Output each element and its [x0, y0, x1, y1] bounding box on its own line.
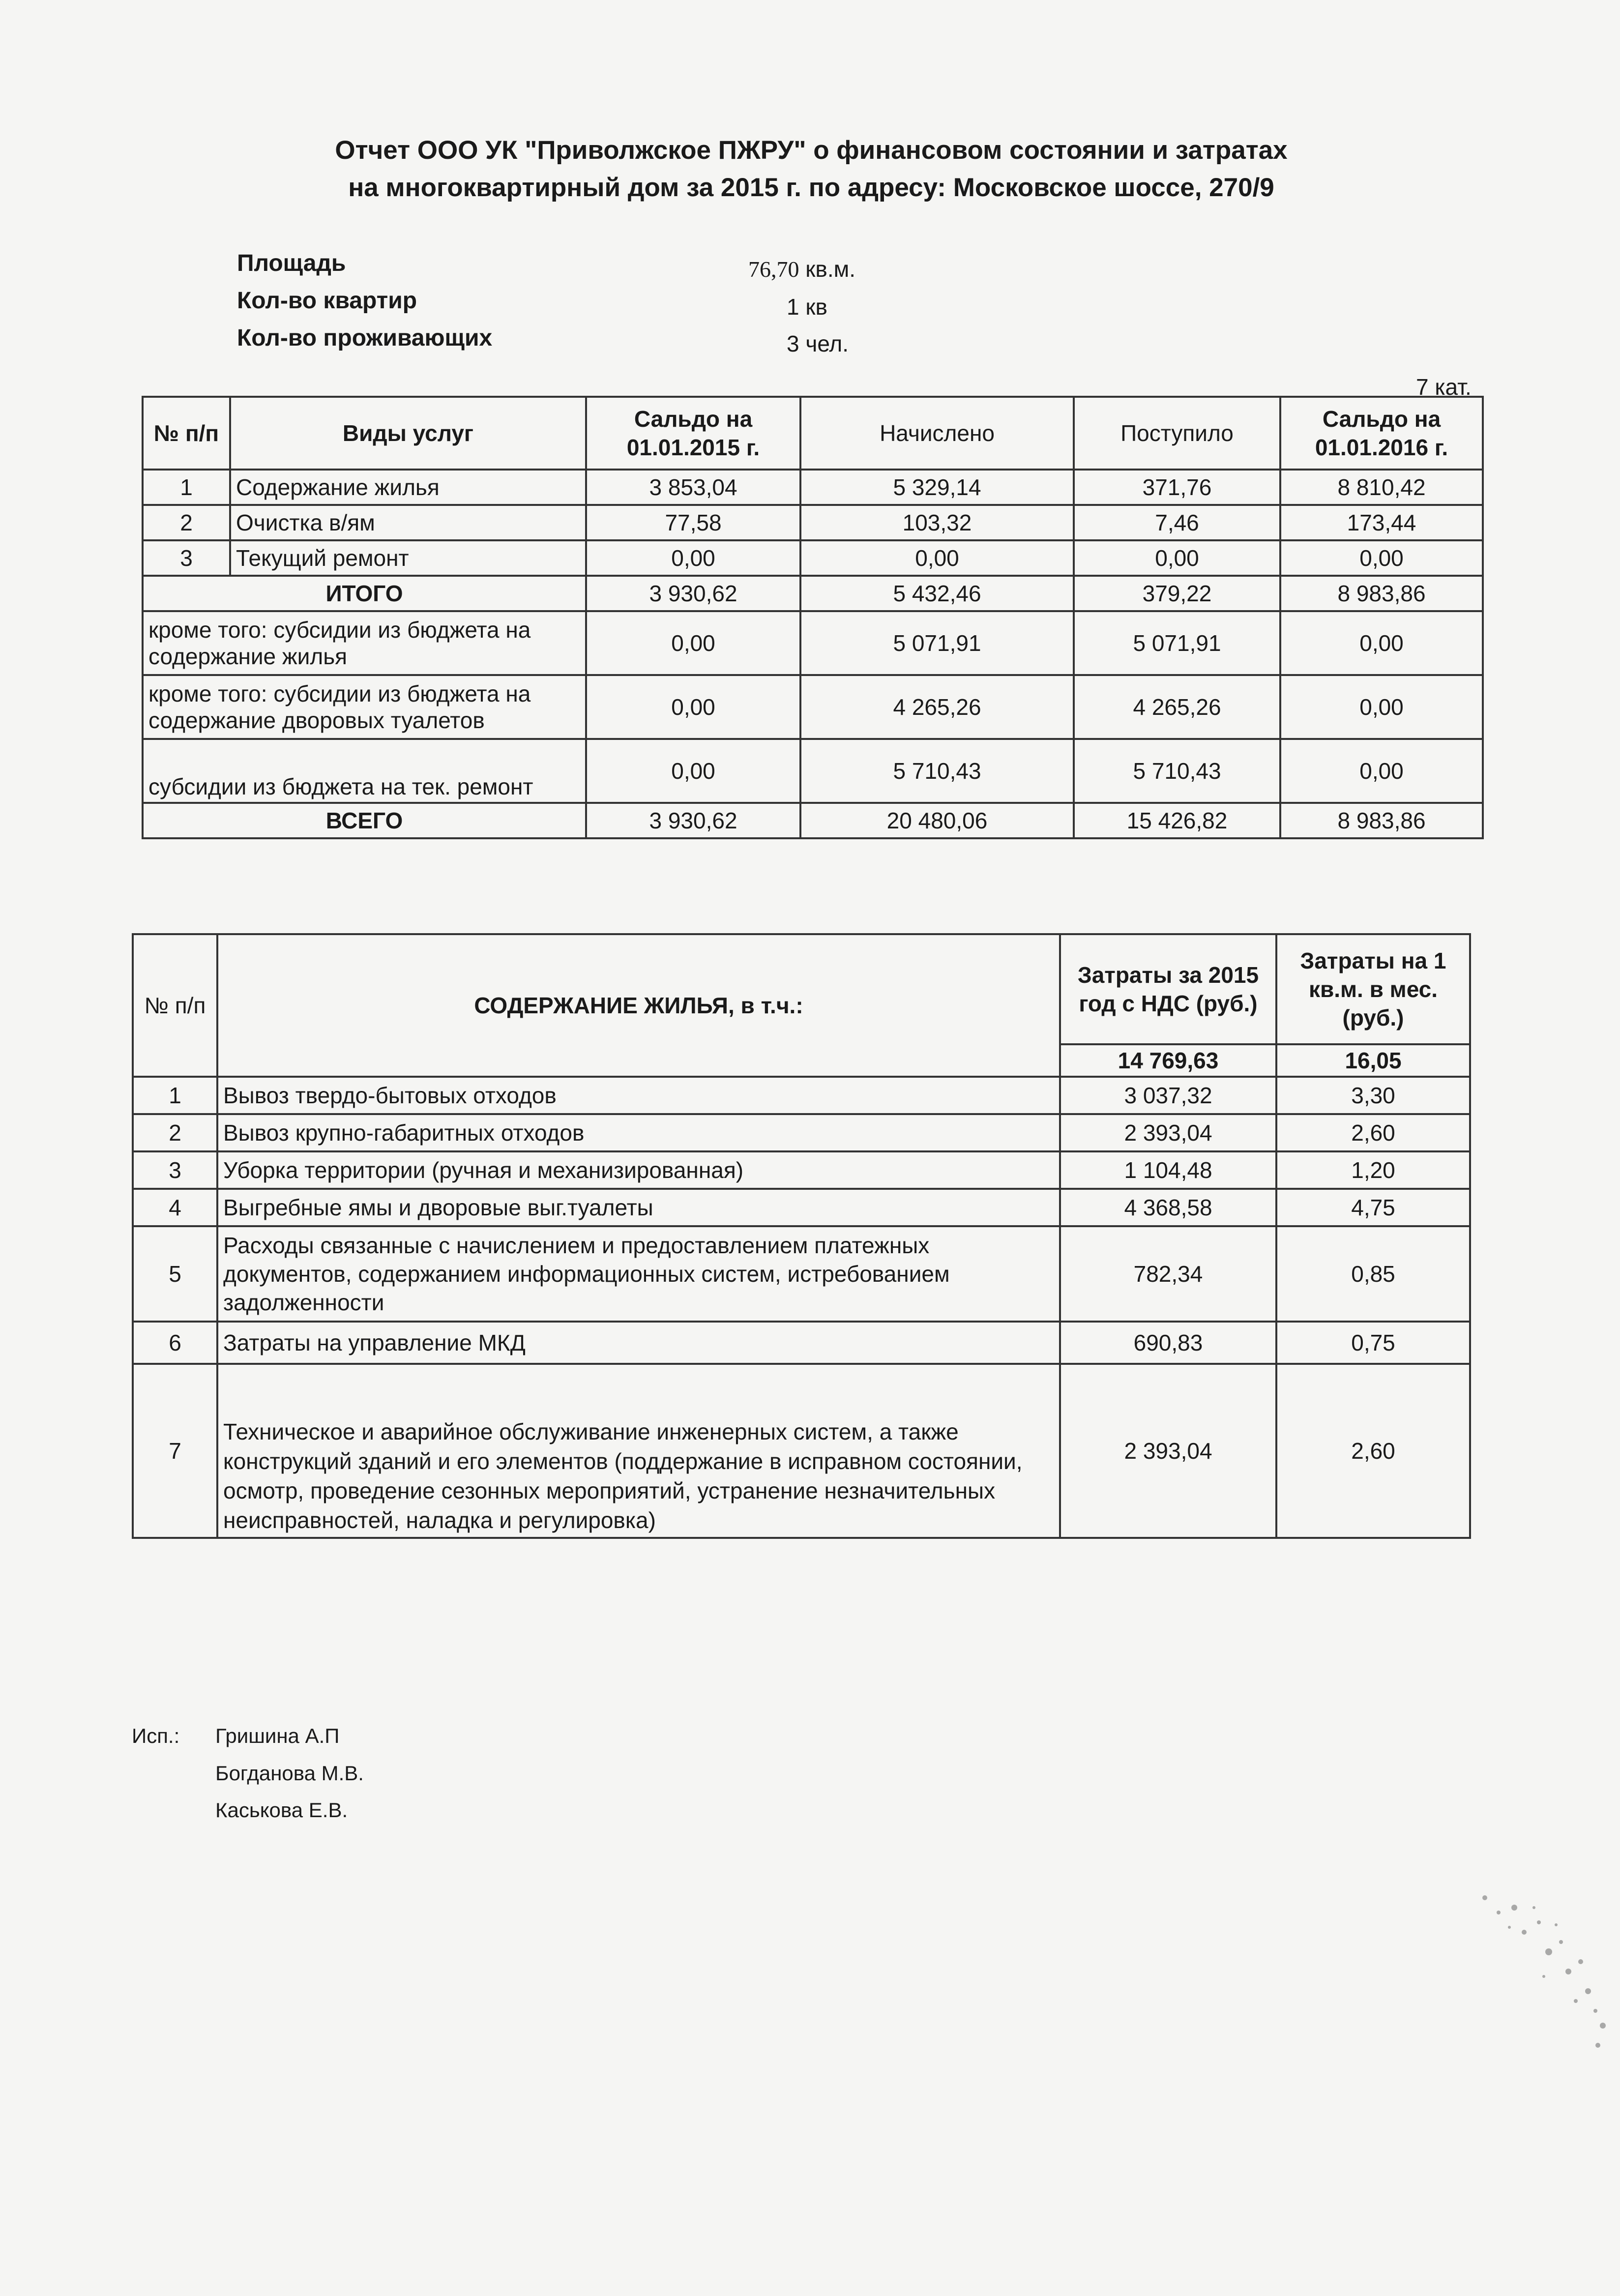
annual-cost: 1 104,48	[1060, 1151, 1276, 1189]
report-title	[246, 132, 1377, 206]
executor-name: Богданова М.В.	[215, 1762, 364, 1785]
table2-header-number: № п/п	[133, 934, 217, 1077]
subsidy-received: 5 071,91	[1074, 611, 1280, 675]
subsidy-opening-balance: 0,00	[586, 611, 800, 675]
subsidy-charged: 4 265,26	[800, 675, 1074, 739]
total-label: ИТОГО	[143, 576, 586, 611]
executor-name: Гришина А.П	[215, 1724, 340, 1747]
cost-item: Уборка территории (ручная и механизированная)	[217, 1151, 1060, 1189]
subsidy-charged: 5 071,91	[800, 611, 1074, 675]
apartments-label: Кол-во квартир	[237, 288, 417, 314]
closing-balance: 0,00	[1280, 540, 1483, 576]
cost-item: Вывоз твердо-бытовых отходов	[217, 1077, 1060, 1114]
grand-total-received: 15 426,82	[1074, 803, 1280, 838]
subsidy-label: субсидии из бюджета на тек. ремонт	[143, 739, 586, 803]
table2-header-cost-per-sqm: Затраты на 1 кв.м. в мес. (руб.)	[1276, 934, 1470, 1044]
row-number: 2	[143, 505, 230, 540]
table2-header-row	[133, 934, 1470, 1044]
cost-per-sqm: 2,60	[1276, 1114, 1470, 1151]
table1-header-number: № п/п	[143, 397, 230, 470]
cost-per-sqm-total: 16,05	[1276, 1044, 1470, 1077]
residents-label: Кол-во проживающих	[237, 325, 493, 351]
table1-header-closing-balance: Сальдо на 01.01.2016 г.	[1280, 397, 1483, 470]
table1-header-opening-balance: Сальдо на 01.01.2015 г.	[586, 397, 800, 470]
table1-header-received: Поступило	[1074, 397, 1280, 470]
subsidy-closing-balance: 0,00	[1280, 739, 1483, 803]
subsidy-charged: 5 710,43	[800, 739, 1074, 803]
annual-cost: 4 368,58	[1060, 1189, 1276, 1226]
table-row	[143, 505, 1483, 540]
category-label: 7 кат.	[1416, 374, 1472, 400]
subsidy-received: 4 265,26	[1074, 675, 1280, 739]
apartments-value: 1 кв	[787, 294, 827, 320]
area-number: 76,70	[748, 257, 799, 282]
received: 0,00	[1074, 540, 1280, 576]
grand-total-opening-balance: 3 930,62	[586, 803, 800, 838]
cost-per-sqm: 2,60	[1276, 1364, 1470, 1538]
table-row	[133, 1189, 1470, 1226]
cost-item: Вывоз крупно-габаритных отходов	[217, 1114, 1060, 1151]
charged: 0,00	[800, 540, 1074, 576]
row-number: 3	[143, 540, 230, 576]
table1-header-service: Виды услуг	[230, 397, 586, 470]
subsidy-row	[143, 611, 1483, 675]
annual-cost: 2 393,04	[1060, 1364, 1276, 1538]
subsidy-opening-balance: 0,00	[586, 675, 800, 739]
closing-balance: 8 810,42	[1280, 470, 1483, 505]
subsidy-label: кроме того: субсидии из бюджета на содержание жилья	[143, 611, 586, 675]
cost-item: Расходы связанные с начислением и предоставлением платежных документов, содержанием информационных систем, истребованием задолженности	[217, 1226, 1060, 1322]
cost-per-sqm: 3,30	[1276, 1077, 1470, 1114]
cost-item: Затраты на управление МКД	[217, 1322, 1060, 1364]
subsidy-label: кроме того: субсидии из бюджета на содержание дворовых туалетов	[143, 675, 586, 739]
report-title-line-2: на многоквартирный дом за 2015 г. по адресу: Московское шоссе, 270/9	[348, 173, 1274, 202]
cost-per-sqm: 1,20	[1276, 1151, 1470, 1189]
subsidy-closing-balance: 0,00	[1280, 675, 1483, 739]
received: 7,46	[1074, 505, 1280, 540]
total-received: 379,22	[1074, 576, 1280, 611]
table1-total-row	[143, 576, 1483, 611]
cost-item: Техническое и аварийное обслуживание инженерных систем, а также конструкций зданий и его элементов (поддержание в исправном состоянии, осмотр, проведение сезонных мероприятий, устранение незначительных неисправностей, наладка и регулировка)	[217, 1364, 1060, 1538]
annual-cost: 2 393,04	[1060, 1114, 1276, 1151]
row-number: 4	[133, 1189, 217, 1226]
annual-cost: 782,34	[1060, 1226, 1276, 1322]
row-number: 1	[143, 470, 230, 505]
opening-balance: 0,00	[586, 540, 800, 576]
charged: 103,32	[800, 505, 1074, 540]
service-name: Содержание жилья	[230, 470, 586, 505]
maintenance-costs-table	[132, 933, 1471, 1539]
subsidy-row	[143, 675, 1483, 739]
cost-item: Выгребные ямы и дворовые выг.туалеты	[217, 1189, 1060, 1226]
cost-per-sqm: 0,85	[1276, 1226, 1470, 1322]
executors-label: Исп.:	[132, 1724, 180, 1747]
table-row	[133, 1322, 1470, 1364]
service-name: Текущий ремонт	[230, 540, 586, 576]
table-row	[133, 1226, 1470, 1322]
row-number: 6	[133, 1322, 217, 1364]
total-opening-balance: 3 930,62	[586, 576, 800, 611]
row-number: 3	[133, 1151, 217, 1189]
table2-header-annual-cost: Затраты за 2015 год с НДС (руб.)	[1060, 934, 1276, 1044]
area-label: Площадь	[237, 250, 346, 276]
scan-smudge	[1470, 1878, 1618, 2065]
cost-per-sqm: 0,75	[1276, 1322, 1470, 1364]
report-title-line-1: Отчет ООО УК "Приволжское ПЖРУ" о финансовом состоянии и затратах	[335, 136, 1288, 165]
table-row	[143, 540, 1483, 576]
table-row	[143, 470, 1483, 505]
grand-total-charged: 20 480,06	[800, 803, 1074, 838]
total-charged: 5 432,46	[800, 576, 1074, 611]
subsidy-closing-balance: 0,00	[1280, 611, 1483, 675]
annual-cost: 3 037,32	[1060, 1077, 1276, 1114]
residents-value: 3 чел.	[787, 331, 849, 356]
table1-grand-total-row	[143, 803, 1483, 838]
area-value	[748, 256, 855, 282]
annual-cost: 690,83	[1060, 1322, 1276, 1364]
total-closing-balance: 8 983,86	[1280, 576, 1483, 611]
charged: 5 329,14	[800, 470, 1074, 505]
cost-per-sqm: 4,75	[1276, 1189, 1470, 1226]
subsidy-row	[143, 739, 1483, 803]
row-number: 5	[133, 1226, 217, 1322]
table-row	[133, 1364, 1470, 1538]
row-number: 2	[133, 1114, 217, 1151]
annual-cost-total: 14 769,63	[1060, 1044, 1276, 1077]
grand-total-label: ВСЕГО	[143, 803, 586, 838]
table-row	[133, 1151, 1470, 1189]
table1-header-charged: Начислено	[800, 397, 1074, 470]
row-number: 1	[133, 1077, 217, 1114]
opening-balance: 3 853,04	[586, 470, 800, 505]
table-row	[133, 1077, 1470, 1114]
service-name: Очистка в/ям	[230, 505, 586, 540]
row-number: 7	[133, 1364, 217, 1538]
financial-summary-table	[142, 396, 1484, 839]
area-unit: кв.м.	[805, 256, 856, 282]
received: 371,76	[1074, 470, 1280, 505]
table2-header-category: СОДЕРЖАНИЕ ЖИЛЬЯ, в т.ч.:	[217, 934, 1060, 1077]
opening-balance: 77,58	[586, 505, 800, 540]
table-row	[133, 1114, 1470, 1151]
subsidy-received: 5 710,43	[1074, 739, 1280, 803]
closing-balance: 173,44	[1280, 505, 1483, 540]
grand-total-closing-balance: 8 983,86	[1280, 803, 1483, 838]
subsidy-opening-balance: 0,00	[586, 739, 800, 803]
table1-header-row	[143, 397, 1483, 470]
executor-name: Каськова Е.В.	[215, 1798, 348, 1822]
